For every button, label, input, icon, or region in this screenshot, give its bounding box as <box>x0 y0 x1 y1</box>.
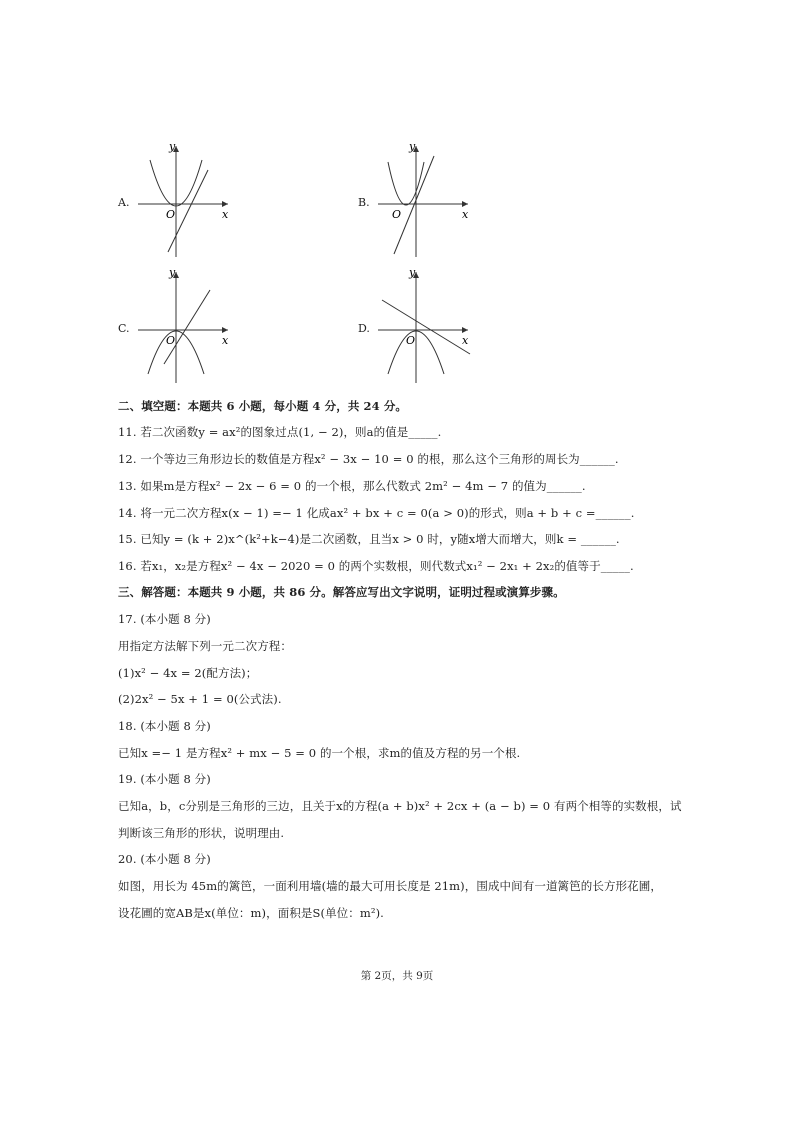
section-fill-in-heading: 二、填空题：本题共 6 小题，每小题 4 分，共 24 分。 <box>118 399 408 413</box>
graph-c <box>118 268 248 388</box>
graph-c-plot <box>118 268 248 388</box>
graph-b-plot <box>358 142 488 262</box>
x-axis-label: x <box>222 208 229 221</box>
graph-label: C. <box>118 322 130 335</box>
graph-label: D. <box>358 322 370 335</box>
question-11: 11. 若二次函数y = ax²的图象过点(1, − 2)，则a的值是_____. <box>118 425 442 439</box>
x-axis-label: x <box>462 334 469 347</box>
origin-label: O <box>166 208 176 221</box>
question-19-text-1: 已知a，b，c分别是三角形的三边，且关于x的方程(a + b)x² + 2cx + (a − b) = 0 有两个相等的实数根，试 <box>118 799 682 813</box>
question-15: 15. 已知y = (k + 2)x^(k²+k−4)是二次函数，且当x > 0 时，y随x增大而增大，则k = ______. <box>118 532 620 546</box>
question-20-header: 20. (本小题 8 分) <box>118 852 211 866</box>
question-19-header: 19. (本小题 8 分) <box>118 772 211 786</box>
graph-a <box>118 142 248 262</box>
y-axis-label: y <box>409 268 416 279</box>
question-20-text-1: 如图，用长为 45m的篱笆，一面利用墙(墙的最大可用长度是 21m)，围成中间有一道篱笆的长方形花圃， <box>118 879 662 893</box>
y-axis-label: y <box>169 268 176 279</box>
question-19-text-2: 判断该三角形的形状，说明理由. <box>118 826 285 840</box>
graph-d <box>358 268 488 388</box>
question-16: 16. 若x₁，x₂是方程x² − 4x − 2020 = 0 的两个实数根，则代数式x₁² − 2x₁ + 2x₂的值等于_____. <box>118 559 634 573</box>
page-footer: 第 2页，共 9页 <box>360 970 434 982</box>
question-17-text: 用指定方法解下列一元二次方程： <box>118 639 292 653</box>
origin-label: O <box>392 208 402 221</box>
question-12: 12. 一个等边三角形边长的数值是方程x² − 3x − 10 = 0 的根，那么这个三角形的周长为______. <box>118 452 619 466</box>
section-answer-heading: 三、解答题：本题共 9 小题，共 86 分。解答应写出文字说明，证明过程或演算步骤。 <box>118 585 565 599</box>
y-axis-label: y <box>169 142 176 153</box>
question-18-text: 已知x =− 1 是方程x² + mx − 5 = 0 的一个根，求m的值及方程的另一个根. <box>118 746 521 760</box>
graph-label: B. <box>358 196 370 209</box>
y-axis-label: y <box>409 142 416 153</box>
x-axis-label: x <box>462 208 469 221</box>
question-13: 13. 如果m是方程x² − 2x − 6 = 0 的一个根，那么代数式 2m² − 4m − 7 的值为______. <box>118 479 586 493</box>
graph-label: A. <box>118 196 130 209</box>
question-14: 14. 将一元二次方程x(x − 1) =− 1 化成ax² + bx + c = 0(a > 0)的形式，则a + b + c =______. <box>118 506 635 520</box>
origin-label: O <box>166 334 176 347</box>
graph-d-plot <box>358 268 488 388</box>
graph-a-plot <box>118 142 248 262</box>
question-20-text-2: 设花圃的宽AB是x(单位：m)，面积是S(单位：m²). <box>118 906 384 920</box>
question-18-header: 18. (本小题 8 分) <box>118 719 211 733</box>
question-17-part-2: (2)2x² − 5x + 1 = 0(公式法). <box>118 692 282 706</box>
question-17-header: 17. (本小题 8 分) <box>118 612 211 626</box>
graph-b <box>358 142 488 262</box>
origin-label: O <box>406 334 416 347</box>
question-17-part-1: (1)x² − 4x = 2(配方法)； <box>118 666 258 680</box>
x-axis-label: x <box>222 334 229 347</box>
